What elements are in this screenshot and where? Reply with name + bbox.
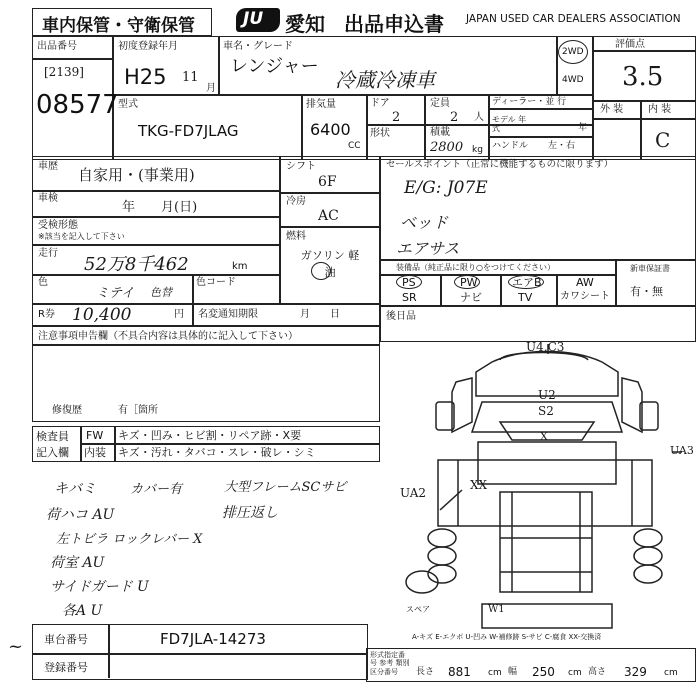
drive-4wd: 4WD bbox=[562, 75, 584, 85]
drive-2wd: 2WD bbox=[562, 47, 584, 57]
doors-label: ドア bbox=[370, 98, 390, 109]
load-unit: kg bbox=[472, 145, 483, 155]
color-note: 色替 bbox=[150, 286, 172, 299]
height-label: 高さ bbox=[588, 667, 607, 677]
sales-point-2: ベッド bbox=[400, 213, 449, 232]
width-value: 250 bbox=[532, 665, 555, 679]
diagram-mark-w1: W1 bbox=[488, 604, 505, 615]
tax-label: 名変通知期限 bbox=[198, 309, 258, 320]
later-items-box bbox=[380, 306, 696, 342]
capacity-unit: 人 bbox=[474, 112, 484, 123]
ac-value: AC bbox=[318, 208, 339, 224]
sales-point-label: セールスポイント（正常に機能するものに限ります） bbox=[386, 159, 614, 170]
remark-2: カバー有 bbox=[130, 482, 183, 497]
recycle-label: R券 bbox=[38, 309, 55, 320]
repair-label: 修復歴 bbox=[52, 405, 82, 416]
inspection-value: 年 月(日) bbox=[122, 200, 198, 215]
fuel-value: ガソリン 軽油 bbox=[300, 249, 360, 279]
first-reg-label: 初度登録年月 bbox=[118, 41, 178, 52]
inspector-row2-head: 内装 bbox=[84, 446, 106, 459]
storage-notice: 車内保管・守衛保管 bbox=[42, 16, 195, 36]
warranty-value: 有・無 bbox=[630, 285, 663, 298]
color-label: 色 bbox=[38, 277, 48, 288]
form-title: 出品申込書 bbox=[344, 12, 444, 36]
mileage-label: 走行 bbox=[38, 248, 58, 259]
fuel-label: 燃料 bbox=[286, 231, 306, 242]
remark-8: サイドガード U bbox=[50, 579, 149, 595]
displacement-value: 6400 bbox=[310, 120, 351, 139]
length-value: 881 bbox=[448, 665, 471, 679]
model-year-label: モデル 年式 bbox=[492, 115, 527, 133]
inspector-label-2: 記入欄 bbox=[36, 446, 69, 459]
equip-sr: SR bbox=[402, 291, 417, 304]
model-label: 型式 bbox=[118, 99, 138, 110]
remark-1: キバミ bbox=[54, 481, 96, 497]
load-label: 積載 bbox=[430, 127, 450, 138]
remark-7: 荷室 AU bbox=[50, 555, 105, 571]
mileage-unit: km bbox=[232, 261, 248, 272]
ju-logo-text: JU bbox=[243, 9, 264, 29]
remark-3: 大型フレームSCサビ bbox=[224, 480, 347, 495]
exterior-label: 外 装 bbox=[600, 104, 624, 115]
equip-tv: TV bbox=[518, 291, 533, 304]
equipment-label: 装備品（純正品に限り○をつけてください） bbox=[396, 263, 555, 272]
warranty-label: 新車保証書 bbox=[630, 264, 670, 273]
inspector-row2-items: キズ・汚れ・タバコ・スレ・破レ・シミ bbox=[118, 446, 316, 459]
ac-label: 冷房 bbox=[286, 196, 306, 207]
chassis-value: FD7JLA-14273 bbox=[160, 630, 266, 648]
interior-label: 内 装 bbox=[648, 104, 672, 115]
recall-label: 受検形態 bbox=[38, 220, 78, 231]
equip-leather: カワシート bbox=[560, 291, 610, 302]
diagram-mark-ua2: UA2 bbox=[400, 486, 427, 500]
lot-number: 08577 bbox=[36, 90, 119, 120]
handle-options: 左・右 bbox=[548, 141, 576, 151]
org-english: JAPAN USED CAR DEALERS ASSOCIATION bbox=[466, 13, 681, 25]
vehicle-diagram bbox=[382, 342, 696, 642]
remark-4: 荷ハコ AU bbox=[46, 507, 115, 523]
spare-label: スペア bbox=[406, 605, 430, 614]
sales-point-1: E/G: J07E bbox=[404, 178, 488, 198]
inspection-label: 車検 bbox=[38, 193, 58, 204]
doors-value: 2 bbox=[392, 110, 401, 125]
lot-label: 出品番号 bbox=[37, 41, 77, 52]
model-year-unit: 年 bbox=[578, 123, 588, 133]
repair-value: 有［箇所 bbox=[118, 405, 158, 416]
inspector-label-1: 検査員 bbox=[36, 430, 69, 443]
color-value: ミテイ bbox=[96, 286, 135, 301]
displacement-label: 排気量 bbox=[306, 99, 336, 110]
vehicle-grade: 冷蔵冷凍車 bbox=[335, 68, 435, 92]
diagram-mark-ua3: UA3 bbox=[670, 444, 694, 457]
color-code-label: 色コード bbox=[196, 277, 236, 288]
later-items-label: 後日品 bbox=[386, 311, 416, 322]
airbag-circle bbox=[508, 275, 544, 289]
first-reg-year: H25 bbox=[124, 65, 167, 89]
capacity-label: 定員 bbox=[430, 98, 450, 109]
recycle-unit: 円 bbox=[174, 309, 184, 320]
width-unit: cm bbox=[568, 668, 582, 678]
inspector-row1-items: キズ・凹み・ヒビ割・リペア跡・X要 bbox=[118, 429, 302, 442]
diagram-mark-s2: S2 bbox=[538, 404, 554, 418]
sales-point-3: エアサス bbox=[396, 239, 460, 258]
recall-note: ※該当を記入して下さい bbox=[38, 232, 125, 241]
lot-sub: [2139] bbox=[44, 65, 84, 79]
dealer-label: ディーラー・並 行 bbox=[492, 97, 567, 107]
displacement-unit: CC bbox=[348, 141, 361, 151]
dims-caption: 形式指定番号 参考 類別区分番号 bbox=[370, 651, 410, 676]
remark-6: 左トビラ ロックレバー X bbox=[56, 532, 203, 547]
equip-aw: AW bbox=[576, 276, 594, 289]
ps-circle bbox=[396, 275, 422, 289]
diagram-note-top: U4,C3 bbox=[526, 340, 565, 354]
margin-mark: ~ bbox=[8, 636, 24, 657]
equip-pw: PW bbox=[460, 276, 478, 289]
remark-9: 各A U bbox=[62, 603, 103, 619]
recycle-value: 10,400 bbox=[72, 305, 132, 325]
inspector-row1-head: FW bbox=[86, 429, 104, 442]
length-unit: cm bbox=[488, 668, 502, 678]
vehicle-name: レンジャー bbox=[230, 56, 319, 77]
interior-grade: C bbox=[655, 128, 671, 152]
org-name: 愛知 bbox=[285, 12, 325, 36]
diagram-mark-x: X bbox=[540, 430, 548, 443]
damage-legend: A-キズ E-エクボ U-凹み W-補修跡 S-サビ C-腐食 XX-交換済 bbox=[412, 633, 602, 641]
chassis-label: 車台番号 bbox=[44, 633, 88, 646]
top-section bbox=[32, 36, 696, 160]
equip-navi: ナビ bbox=[460, 291, 482, 304]
pw-circle bbox=[454, 275, 480, 289]
equip-ps: PS bbox=[402, 276, 416, 289]
model-value: TKG-FD7JLAG bbox=[138, 122, 239, 140]
width-label: 幅 bbox=[508, 667, 518, 677]
height-value: 329 bbox=[624, 665, 647, 679]
caution-label: 注意事項申告欄（不具合内容は具体的に記入して下さい） bbox=[38, 331, 298, 342]
equip-airbag: エアB bbox=[512, 276, 542, 289]
reg-label: 登録番号 bbox=[44, 661, 88, 674]
diagram-mark-xx: XX bbox=[470, 478, 488, 492]
mileage-value: 52万8千462 bbox=[84, 254, 189, 275]
month-suffix: 月 bbox=[206, 83, 216, 94]
shape-label: 形状 bbox=[370, 128, 390, 139]
score-value: 3.5 bbox=[622, 62, 664, 92]
load-value: 2800 bbox=[430, 140, 464, 155]
length-label: 長さ bbox=[416, 667, 435, 677]
handle-label: ハンドル bbox=[492, 141, 529, 151]
shift-value: 6F bbox=[318, 174, 337, 190]
capacity-value: 2 bbox=[450, 110, 459, 125]
name-label: 車名・グレード bbox=[223, 41, 293, 52]
score-label: 評価点 bbox=[615, 39, 645, 50]
usage-label: 車歴 bbox=[38, 161, 58, 172]
first-reg-month: 11 bbox=[182, 70, 199, 85]
diagram-mark-u2: U2 bbox=[538, 388, 556, 402]
tax-unit: 月 日 bbox=[300, 309, 340, 320]
usage-value: 自家用・(事業用) bbox=[78, 166, 195, 184]
shift-label: シフト bbox=[286, 161, 316, 172]
remark-5: 排圧返し bbox=[222, 505, 278, 521]
fuel-circle bbox=[311, 262, 331, 280]
height-unit: cm bbox=[664, 668, 678, 678]
